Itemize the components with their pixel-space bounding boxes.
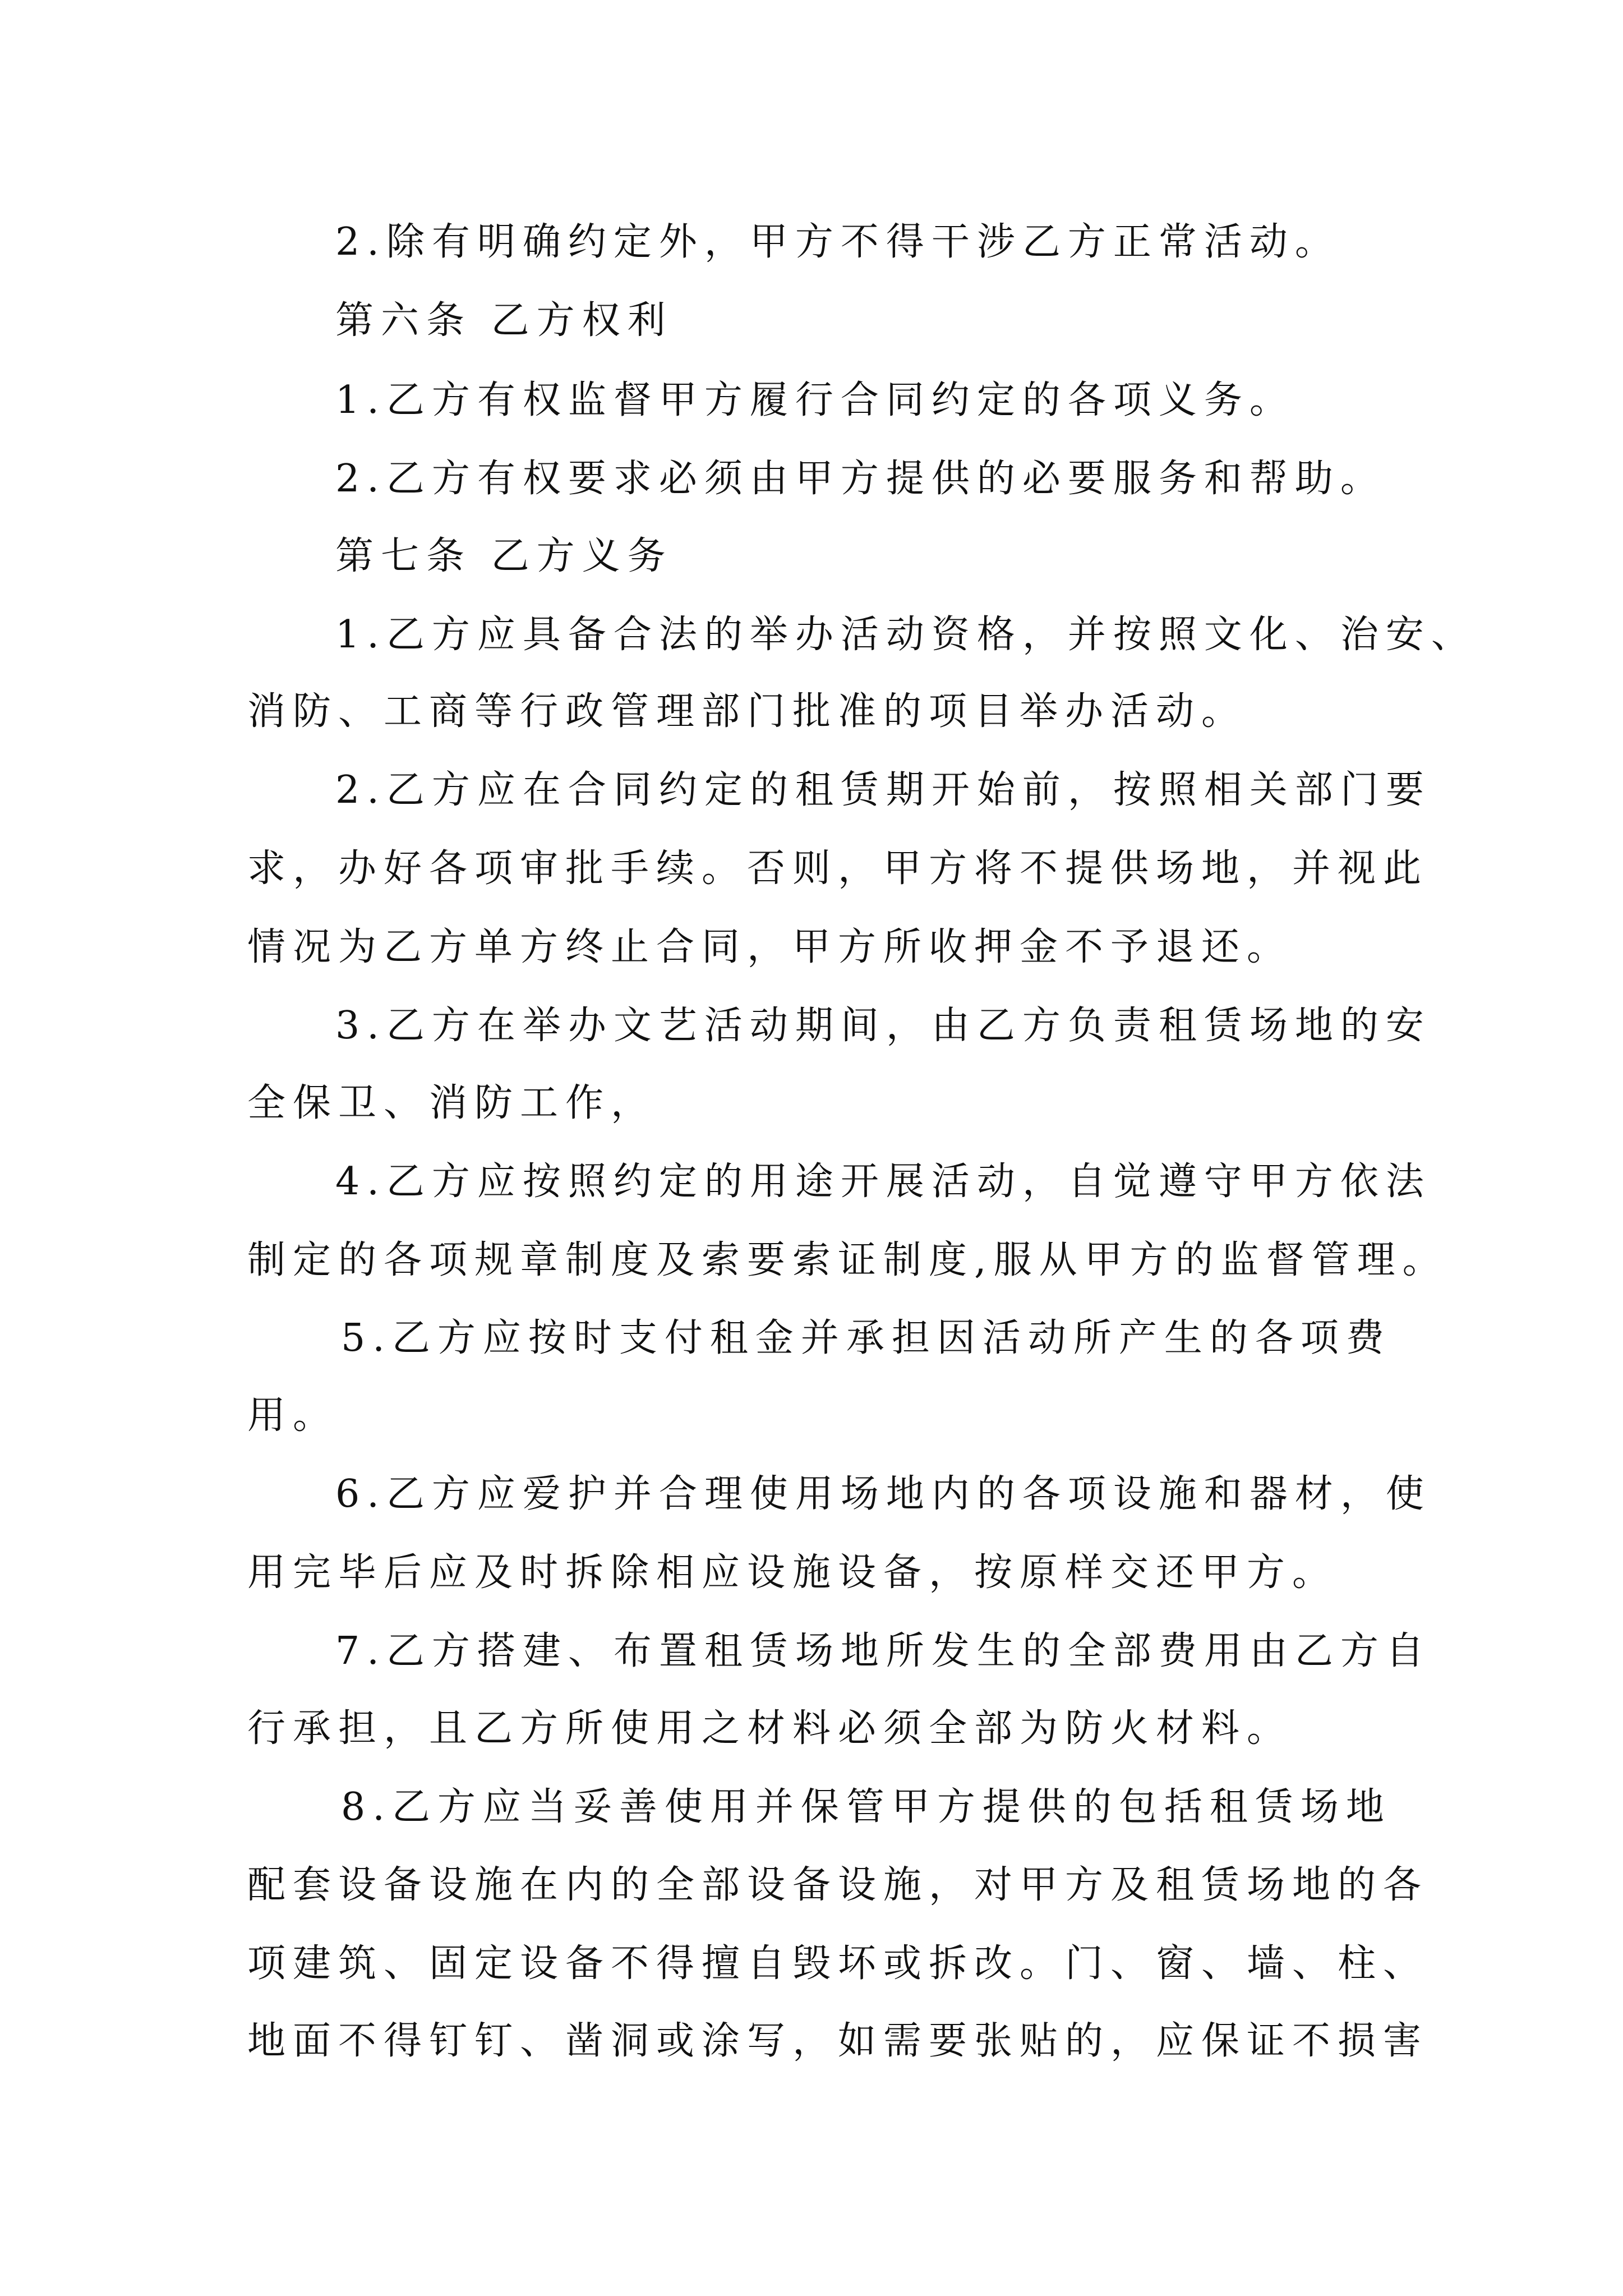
text-line: 配套设备设施在内的全部设备设施，对甲方及租赁场地的各 [247,1863,1429,1907]
article-heading: 第七条 乙方义务 [335,534,673,578]
text-line: 8.乙方应当妥善使用并保管甲方提供的包括租赁场地 [341,1785,1391,1829]
text-line: 1.乙方应具备合法的举办活动资格，并按照文化、治安、 [335,613,1477,657]
text-line: 2.乙方应在合同约定的租赁期开始前，按照相关部门要 [335,768,1431,812]
text-line: 消防、工商等行政管理部门批准的项目举办活动。 [247,689,1247,734]
text-line: 1.乙方有权监督甲方履行合同约定的各项义务。 [335,378,1295,422]
text-line: 全保卫、消防工作， [247,1081,657,1125]
text-line: 2.除有明确约定外，甲方不得干涉乙方正常活动。 [335,220,1340,264]
text-line: 2.乙方有权要求必须由甲方提供的必要服务和帮助。 [335,457,1386,501]
text-line: 用。 [247,1393,339,1438]
text-line: 3.乙方在举办文艺活动期间，由乙方负责租赁场地的安 [335,1004,1431,1048]
text-line: 4.乙方应按照约定的用途开展活动，自觉遵守甲方依法 [335,1159,1431,1204]
text-line: 7.乙方搭建、布置租赁场地所发生的全部费用由乙方自 [335,1629,1431,1673]
text-line: 情况为乙方单方终止合同，甲方所收押金不予退还。 [247,925,1293,969]
article-heading: 第六条 乙方权利 [335,298,673,343]
text-line: 求，办好各项审批手续。否则，甲方将不提供场地，并视此 [247,846,1429,891]
text-line: 6.乙方应爱护并合理使用场地内的各项设施和器材，使 [335,1472,1431,1516]
text-line: 地面不得钉钉、凿洞或涂写，如需要张贴的，应保证不损害 [247,2019,1429,2063]
text-line: 制定的各项规章制度及索要索证制度,服从甲方的监督管理。 [247,1238,1448,1282]
text-line: 用完毕后应及时拆除相应设施设备，按原样交还甲方。 [247,1550,1338,1595]
text-line: 项建筑、固定设备不得擅自毁坏或拆改。门、窗、墙、柱、 [247,1941,1429,1986]
text-line: 5.乙方应按时支付租金并承担因活动所产生的各项费 [341,1316,1391,1360]
text-line: 行承担，且乙方所使用之材料必须全部为防火材料。 [247,1706,1293,1751]
